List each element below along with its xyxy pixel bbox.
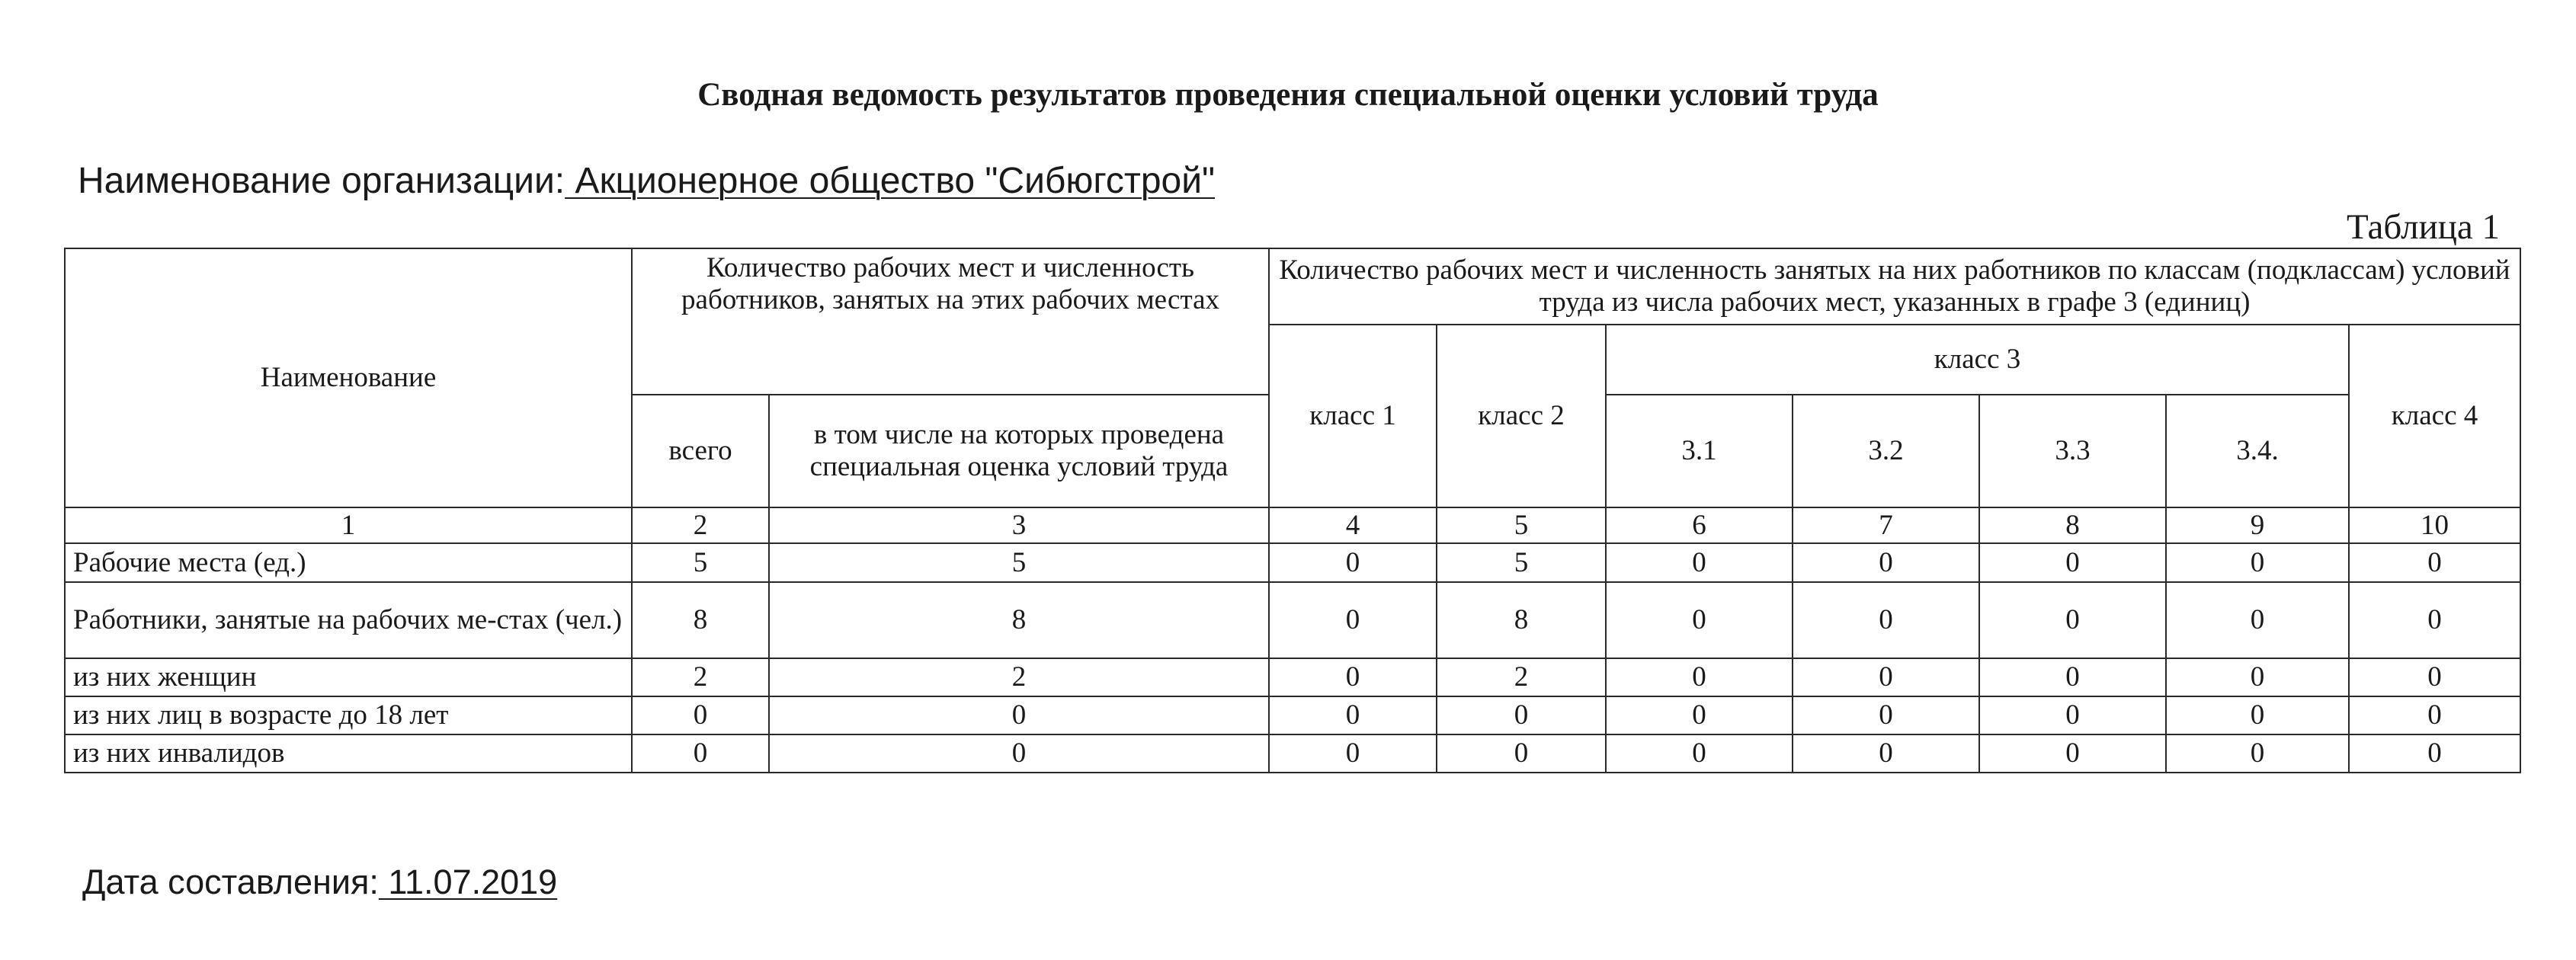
table-cell: 0 <box>1269 658 1437 696</box>
header-class-1: класс 1 <box>1269 325 1437 507</box>
header-assessed: в том числе на которых проведена специальная оценка условий труда <box>769 395 1269 507</box>
header-subclass-3-4: 3.4. <box>2166 395 2349 507</box>
table-cell: 0 <box>1269 696 1437 734</box>
column-number: 10 <box>2349 507 2520 543</box>
table-cell: 0 <box>1793 696 1979 734</box>
table-cell: 0 <box>1606 543 1793 582</box>
table-cell: 8 <box>769 582 1269 658</box>
row-name: из них инвалидов <box>65 734 632 773</box>
table-cell: 0 <box>2349 658 2520 696</box>
header-subclass-3-2: 3.2 <box>1793 395 1979 507</box>
table-cell: 0 <box>1606 658 1793 696</box>
table-cell: 2 <box>632 658 769 696</box>
row-name: из них женщин <box>65 658 632 696</box>
column-number: 2 <box>632 507 769 543</box>
table-cell: 5 <box>769 543 1269 582</box>
table-cell: 0 <box>1437 734 1606 773</box>
table-cell: 0 <box>1793 734 1979 773</box>
header-class-3: класс 3 <box>1606 325 2349 395</box>
date-label: Дата составления: <box>82 862 379 901</box>
table-cell: 0 <box>1606 734 1793 773</box>
date-line <box>82 859 557 905</box>
table-cell: 0 <box>2166 696 2349 734</box>
row-name: Работники, занятые на рабочих ме-стах (чел.) <box>65 582 632 658</box>
table-row <box>65 658 2520 696</box>
column-number: 7 <box>1793 507 1979 543</box>
table-cell: 0 <box>1437 696 1606 734</box>
header-workplaces-group: Количество рабочих мест и численность работников, занятых на этих рабочих местах <box>632 248 1269 395</box>
table-cell: 0 <box>2349 582 2520 658</box>
table-cell: 0 <box>2166 734 2349 773</box>
column-number: 4 <box>1269 507 1437 543</box>
table-cell: 0 <box>2349 696 2520 734</box>
summary-table <box>64 248 2521 773</box>
header-classes-group: Количество рабочих мест и численность занятых на них работников по классам (подклассам) условий труда из числа рабочих мест, указанных в графе 3 (единиц) <box>1269 248 2520 325</box>
table-cell: 0 <box>769 696 1269 734</box>
table-cell: 0 <box>2349 734 2520 773</box>
table-cell: 0 <box>2349 543 2520 582</box>
table-cell: 0 <box>1269 582 1437 658</box>
table-cell: 8 <box>1437 582 1606 658</box>
table-cell: 2 <box>1437 658 1606 696</box>
table-cell: 5 <box>1437 543 1606 582</box>
column-number: 6 <box>1606 507 1793 543</box>
row-name: Рабочие места (ед.) <box>65 543 632 582</box>
table-row <box>65 582 2520 658</box>
table-cell: 0 <box>1979 696 2166 734</box>
table-cell: 0 <box>1269 543 1437 582</box>
table-cell: 0 <box>1606 696 1793 734</box>
document-title: Сводная ведомость результатов проведения специальной оценки условий труда <box>697 77 1879 113</box>
row-name: из них лиц в возрасте до 18 лет <box>65 696 632 734</box>
table-cell: 0 <box>2166 582 2349 658</box>
column-number: 1 <box>65 507 632 543</box>
column-numbers-row <box>65 507 2520 543</box>
header-subclass-3-3: 3.3 <box>1979 395 2166 507</box>
table-cell: 2 <box>769 658 1269 696</box>
table-cell: 0 <box>1269 734 1437 773</box>
table-cell: 0 <box>2166 658 2349 696</box>
column-number: 3 <box>769 507 1269 543</box>
column-number: 5 <box>1437 507 1606 543</box>
table-cell: 0 <box>1793 543 1979 582</box>
table-cell: 0 <box>769 734 1269 773</box>
table-cell: 0 <box>632 696 769 734</box>
table-cell: 0 <box>1979 543 2166 582</box>
date-value: 11.07.2019 <box>378 862 558 901</box>
table-cell: 0 <box>1979 734 2166 773</box>
table-number-label: Таблица 1 <box>2346 207 2500 247</box>
organization-name: Акционерное общество "Сибюгстрой" <box>565 161 1216 201</box>
header-subclass-3-1: 3.1 <box>1606 395 1793 507</box>
table-row <box>65 696 2520 734</box>
header-total: всего <box>632 395 769 507</box>
table-cell: 8 <box>632 582 769 658</box>
table-cell: 5 <box>632 543 769 582</box>
table-cell: 0 <box>1606 582 1793 658</box>
table-cell: 0 <box>1979 582 2166 658</box>
column-number: 9 <box>2166 507 2349 543</box>
organization-line <box>78 158 1215 204</box>
header-class-2: класс 2 <box>1437 325 1606 507</box>
header-class-4: класс 4 <box>2349 325 2520 507</box>
table-cell: 0 <box>1793 658 1979 696</box>
table-row <box>65 734 2520 773</box>
organization-label: Наименование организации: <box>78 161 566 201</box>
table-row <box>65 543 2520 582</box>
header-name: Наименование <box>65 248 632 507</box>
table-cell: 0 <box>632 734 769 773</box>
table-cell: 0 <box>1979 658 2166 696</box>
table-cell: 0 <box>1793 582 1979 658</box>
column-number: 8 <box>1979 507 2166 543</box>
table-cell: 0 <box>2166 543 2349 582</box>
